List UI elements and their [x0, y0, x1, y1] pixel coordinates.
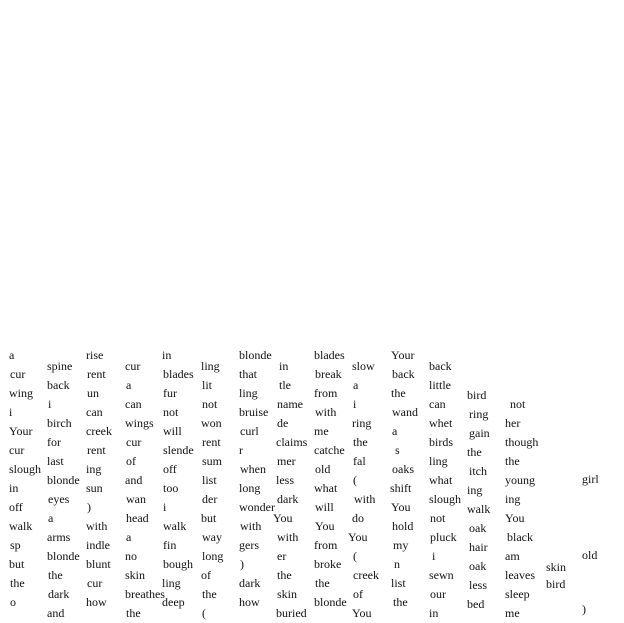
- poem-word: blonde: [47, 473, 80, 487]
- poem-word: not: [510, 397, 526, 411]
- poem-word: i: [353, 397, 357, 411]
- poem-word: for: [47, 435, 61, 449]
- poem-word: with: [354, 492, 376, 506]
- poem-word: bird: [546, 577, 566, 591]
- poem-word: can: [429, 397, 446, 411]
- poem-word: in: [9, 481, 19, 495]
- poem-word: in: [279, 359, 289, 373]
- poem-word: leaves: [505, 568, 535, 582]
- poem-word: (: [353, 549, 357, 563]
- poem-word: less: [469, 578, 487, 592]
- poem-word: what: [314, 481, 338, 495]
- poem-word: long: [239, 481, 261, 495]
- poem-word: s: [395, 443, 400, 457]
- poem-word: how: [86, 595, 107, 609]
- poem-word: sum: [202, 454, 223, 468]
- poem-word: ): [582, 602, 586, 616]
- poem-word: that: [239, 367, 257, 381]
- poem-word: catche: [314, 443, 345, 457]
- poem-word: am: [505, 549, 520, 563]
- poem-word: blunt: [86, 557, 111, 571]
- poem-word: You: [352, 606, 372, 620]
- poem-word: when: [240, 462, 266, 476]
- poem-word: er: [277, 549, 287, 563]
- poem-word: blades: [163, 367, 194, 381]
- poem-word: ring: [352, 416, 372, 430]
- poem-word: fal: [353, 454, 366, 468]
- poem-word: the: [391, 386, 406, 400]
- poem-word: ing: [505, 492, 521, 506]
- poem-word: rent: [87, 443, 106, 457]
- poem-word: cur: [125, 359, 141, 373]
- poem-word: i: [163, 500, 167, 514]
- poem-word: de: [277, 416, 289, 430]
- poem-word: hair: [469, 540, 488, 554]
- poem-word: i: [432, 549, 436, 563]
- poem-word: slough: [9, 462, 42, 476]
- poem-word: the: [505, 454, 520, 468]
- poem-word: off: [9, 500, 23, 514]
- poem-word: arms: [47, 530, 71, 544]
- poem-word: breathes: [125, 587, 165, 601]
- poem-word: spine: [47, 359, 73, 373]
- poem-word: ): [240, 557, 244, 571]
- poem-word: hold: [392, 519, 414, 533]
- poem-word: walk: [163, 519, 187, 533]
- poem-word: oaks: [392, 462, 414, 476]
- poem-word: wan: [126, 492, 146, 506]
- poem-word: what: [429, 473, 453, 487]
- poem-word: with: [86, 519, 108, 533]
- poem-word: fin: [163, 538, 177, 552]
- poem-word: the: [277, 568, 292, 582]
- poem-word: oak: [469, 559, 487, 573]
- poem-word: blonde: [239, 348, 272, 362]
- poem-word: and: [125, 473, 143, 487]
- poem-word: young: [505, 473, 535, 487]
- poem-word: wand: [392, 405, 418, 419]
- poem-word: way: [202, 530, 222, 544]
- poem-word: r: [239, 443, 243, 457]
- poem-word: back: [429, 359, 452, 373]
- poem-word: slende: [163, 443, 194, 457]
- poem-word: eyes: [48, 492, 70, 506]
- poem-word: der: [202, 492, 218, 506]
- poem-word: gain: [469, 426, 490, 440]
- poem-word: creek: [353, 568, 379, 582]
- poem-word: birds: [429, 435, 453, 449]
- poem-word: not: [163, 405, 179, 419]
- poem-word: rent: [202, 435, 221, 449]
- poem-word: old: [582, 548, 598, 562]
- poem-word: a: [353, 378, 359, 392]
- poem-word: sewn: [429, 568, 454, 582]
- poem-word: un: [87, 386, 99, 400]
- poem-word: skin: [125, 568, 146, 582]
- poem-word: deep: [162, 595, 185, 609]
- poem-word: cur: [87, 576, 103, 590]
- poem-word: will: [163, 424, 182, 438]
- poem-word: You: [315, 519, 335, 533]
- poem-word: gers: [239, 538, 259, 552]
- poem-word: a: [392, 424, 398, 438]
- poem-word: cur: [10, 367, 26, 381]
- poem-word: wonder: [239, 500, 275, 514]
- poem-word: long: [202, 549, 224, 563]
- poem-word: head: [126, 511, 149, 525]
- poem-word: blades: [314, 348, 345, 362]
- poem-word: ling: [429, 454, 448, 468]
- poem-word: broke: [314, 557, 342, 571]
- poem-word: slough: [429, 492, 462, 506]
- poem-word: the: [467, 445, 482, 459]
- poem-word: ring: [469, 407, 489, 421]
- poem-word: bed: [467, 597, 485, 611]
- poem-word: and: [47, 606, 65, 620]
- poem-word: birch: [47, 416, 72, 430]
- poem-word: little: [429, 378, 451, 392]
- poem-word: lit: [202, 378, 213, 392]
- poem-word: oak: [469, 521, 487, 535]
- poem-word: cur: [126, 435, 142, 449]
- poem-word: skin: [277, 587, 298, 601]
- poem-word: though: [505, 435, 539, 449]
- poem-word: ing: [86, 462, 102, 476]
- poem-word: the: [315, 576, 330, 590]
- poem-word: the: [48, 568, 63, 582]
- poem-word: of: [126, 454, 136, 468]
- poem-word: blonde: [314, 595, 347, 609]
- poem-word: indle: [86, 538, 110, 552]
- poem-word: a: [9, 348, 15, 362]
- poem-word: back: [47, 378, 70, 392]
- poem-word: rent: [87, 367, 106, 381]
- poem-word: You: [348, 530, 368, 544]
- poem-word: the: [10, 576, 25, 590]
- poem-word: bruise: [239, 405, 269, 419]
- poem-word: too: [163, 481, 179, 495]
- poem-word: a: [126, 378, 132, 392]
- poem-word: the: [393, 595, 408, 609]
- poem-word: with: [277, 530, 299, 544]
- poem-word: You: [273, 511, 293, 525]
- poem-word: of: [201, 568, 211, 582]
- poem-word: ing: [467, 483, 483, 497]
- poem-word: old: [315, 462, 331, 476]
- poem-word: can: [86, 405, 103, 419]
- poem-word: walk: [9, 519, 33, 533]
- poem-word: o: [10, 595, 16, 609]
- poem-word: wing: [9, 386, 33, 400]
- poem-word: with: [315, 405, 337, 419]
- poem-word: curl: [240, 424, 259, 438]
- poem-word: with: [240, 519, 262, 533]
- poem-word: blonde: [47, 549, 80, 563]
- poem-word: from: [314, 386, 338, 400]
- poem-word: our: [430, 587, 446, 601]
- poem-word: last: [47, 454, 64, 468]
- poem-word: break: [315, 367, 342, 381]
- poem-word: tle: [279, 378, 291, 392]
- poem-word: Your: [391, 348, 415, 362]
- poem-word: cur: [9, 443, 25, 457]
- poem-word: n: [394, 557, 400, 571]
- poem-word: whet: [429, 416, 453, 430]
- poem-word: off: [163, 462, 177, 476]
- poem-word: (: [202, 606, 206, 620]
- poem-word: list: [202, 473, 217, 487]
- poem-word: (: [353, 473, 357, 487]
- poem-word: buried: [276, 606, 307, 620]
- poem-word: ling: [239, 386, 258, 400]
- poem-word: You: [505, 511, 525, 525]
- poem-word: the: [202, 587, 217, 601]
- poem-word: back: [392, 367, 415, 381]
- poem-word: me: [505, 606, 520, 620]
- poem-word: walk: [467, 502, 491, 516]
- poem-word: Your: [9, 424, 33, 438]
- poem-word: but: [201, 511, 217, 525]
- poem-word: black: [507, 530, 533, 544]
- poem-word: pluck: [430, 530, 457, 544]
- poem-word: but: [9, 557, 25, 571]
- poem-word: dark: [48, 587, 70, 601]
- poem-word: You: [391, 500, 411, 514]
- poem-word: from: [314, 538, 338, 552]
- poem-word: my: [393, 538, 409, 552]
- poem-word: of: [353, 587, 363, 601]
- poem-word: i: [9, 405, 13, 419]
- poem-word: creek: [86, 424, 112, 438]
- poem-word: won: [201, 416, 222, 430]
- poem-word: girl: [582, 472, 599, 486]
- poem-word: in: [162, 348, 172, 362]
- poem-word: less: [276, 473, 294, 487]
- poem-word: mer: [277, 454, 296, 468]
- poem-word: dark: [239, 576, 261, 590]
- poem-word: not: [430, 511, 446, 525]
- poem-word: the: [353, 435, 368, 449]
- poem-word: a: [126, 530, 132, 544]
- poem-word: fur: [163, 386, 177, 400]
- poem-word: ): [87, 500, 91, 514]
- poem-word: can: [125, 397, 142, 411]
- poem-word: sp: [10, 538, 21, 552]
- poem-word: dark: [277, 492, 299, 506]
- poem-word: name: [277, 397, 303, 411]
- poem-word: list: [391, 576, 406, 590]
- poem-word: ling: [201, 359, 220, 373]
- poem-word: in: [429, 606, 439, 620]
- poem-word: no: [125, 549, 137, 563]
- poem-word: a: [48, 511, 54, 525]
- poem-word: slow: [352, 359, 375, 373]
- poem-word: will: [315, 500, 334, 514]
- poem-word: ling: [162, 576, 181, 590]
- poem-word: bird: [467, 388, 487, 402]
- poem-word: sun: [86, 481, 103, 495]
- poem-word: itch: [469, 464, 487, 478]
- poem-word: bough: [163, 557, 193, 571]
- poem-word: shift: [390, 481, 412, 495]
- poem-word: her: [505, 416, 521, 430]
- poem-word: the: [126, 606, 141, 620]
- poem-word: wings: [125, 416, 154, 430]
- poem-word: me: [314, 424, 329, 438]
- poem-word: do: [352, 511, 364, 525]
- poem-word: how: [239, 595, 260, 609]
- poem-word: claims: [276, 435, 308, 449]
- poem-word: i: [48, 397, 52, 411]
- poem-word: rise: [86, 348, 104, 362]
- poem-word: not: [202, 397, 218, 411]
- poem-word: sleep: [505, 587, 530, 601]
- poem-word: skin: [546, 560, 567, 574]
